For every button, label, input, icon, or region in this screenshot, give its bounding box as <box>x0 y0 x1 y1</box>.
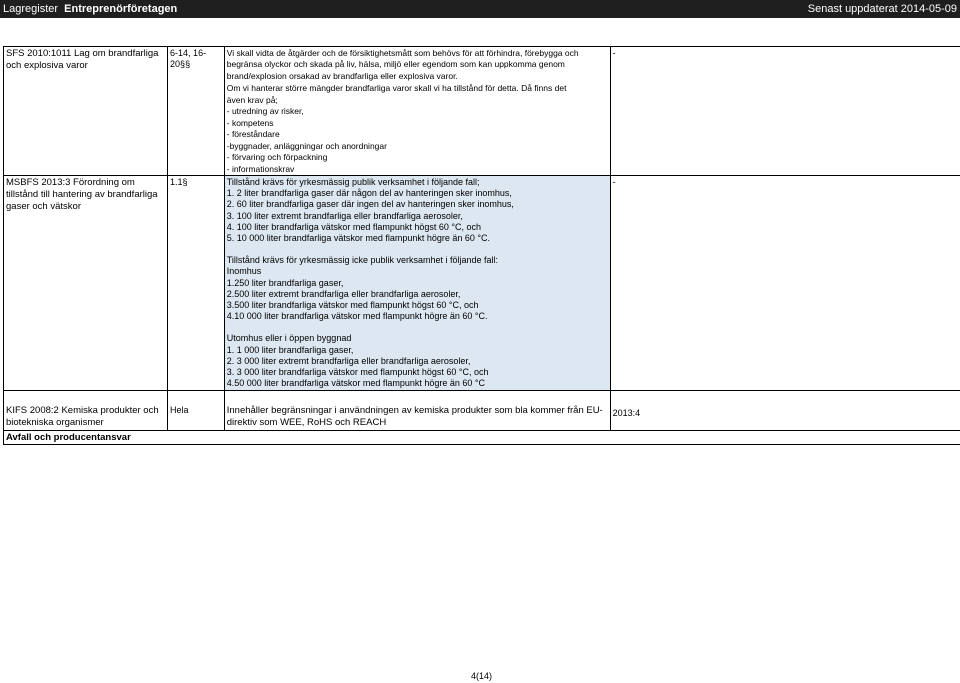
table-row <box>4 47 960 176</box>
requirement-line: brand/explosion orsakad av brandfarliga eller explosiva varor. <box>226 71 458 82</box>
status-cell: - <box>610 47 960 176</box>
law-cell: MSBFS 2013:3 Förordning om tillstånd till hantering av brandfarliga gaser och vätskor <box>4 175 168 390</box>
law-cell: SFS 2010:1011 Lag om brandfarliga och explosiva varor <box>4 47 168 176</box>
requirement-line: 2.500 liter extremt brandfarliga eller brandfarliga aerosoler, <box>226 288 461 299</box>
requirement-line: direktiv som WEE, RoHS och REACH <box>226 417 387 429</box>
requirement-line: Innehåller begränsningar i användningen av kemiska produkter som bla kommer från EU- <box>226 405 603 417</box>
requirement-line: 5. 10 000 liter brandfarliga vätskor med flampunkt högre än 60 °C. <box>226 232 490 243</box>
requirement-line: 3. 3 000 liter brandfarliga vätskor med flampunkt högst 60 °C, och <box>226 366 489 377</box>
requirement-line: 3.500 liter brandfarliga vätskor med flampunkt högst 60 °C, och <box>226 299 479 310</box>
section-row <box>4 431 960 445</box>
paragraph-cell: 6-14, 16-20§§ <box>168 47 225 176</box>
empty-cell <box>610 431 960 445</box>
header-bar <box>0 0 960 18</box>
header-company-name: Entreprenörföretagen <box>64 3 178 15</box>
requirement-line: begränsa olyckor och skada på liv, hälsa, miljö eller egendom som kan uppkomma genom <box>226 59 565 70</box>
requirement-line: 4.10 000 liter brandfarliga vätskor med flampunkt högre än 60 °C. <box>226 311 488 322</box>
requirement-line: även krav på; <box>226 95 278 106</box>
page-number: 4(14) <box>471 671 493 681</box>
requirement-line: 3. 100 liter extremt brandfarliga eller brandfarliga aerosoler, <box>226 210 463 221</box>
legal-register-table <box>3 46 960 445</box>
requirement-cell <box>224 175 610 390</box>
requirement-line: Inomhus <box>226 266 262 277</box>
status-cell: 2013:4 <box>610 391 960 431</box>
table-row <box>4 175 960 390</box>
requirement-line: -byggnader, anläggningar och anordningar <box>226 140 387 151</box>
requirement-line: Utomhus eller i öppen byggnad <box>226 333 352 344</box>
requirement-line: - föreståndare <box>226 129 280 140</box>
header-title <box>3 0 177 18</box>
requirement-cell <box>224 47 610 176</box>
status-cell: - <box>610 175 960 390</box>
requirement-line: - kompetens <box>226 117 274 128</box>
header-updated-date: Senast uppdaterat 2014-05-09 <box>807 3 957 15</box>
requirement-line: Vi skall vidta de åtgärder och de försiktighetsmått som behövs för att förhindra, förebygga och <box>226 48 579 58</box>
requirement-line: 1. 2 liter brandfarliga gaser där någon del av hanteringen sker inomhus, <box>226 188 512 199</box>
requirement-line: 2. 60 liter brandfarliga gaser där ingen del av hanteringen sker inomhus, <box>226 199 514 210</box>
paragraph-cell: 1.1§ <box>168 175 225 390</box>
spacer <box>227 322 608 333</box>
requirement-line: 4.50 000 liter brandfarliga vätskor med flampunkt högre än 60 °C <box>226 378 485 389</box>
requirement-line: 1.250 liter brandfarliga gaser, <box>226 277 344 288</box>
requirement-line: 1. 1 000 liter brandfarliga gaser, <box>226 344 354 355</box>
empty-cell <box>224 431 610 445</box>
requirement-line: - informationskrav <box>226 163 295 174</box>
requirement-line: - utredning av risker, <box>226 106 304 117</box>
section-title: Avfall och producentansvar <box>4 431 168 445</box>
spacer <box>227 244 608 255</box>
empty-cell <box>168 431 225 445</box>
requirement-line: 2. 3 000 liter extremt brandfarliga eller brandfarliga aerosoler, <box>226 355 471 366</box>
requirement-line: Om vi hanterar större mängder brandfarliga varor skall vi ha tillstånd för detta. Då finns det <box>226 83 567 94</box>
header-register-label: Lagregister <box>3 3 59 15</box>
requirement-line: - förvaring och förpackning <box>226 152 328 163</box>
requirement-cell <box>224 391 610 431</box>
requirement-line: Tillstånd krävs för yrkesmässig publik verksamhet i följande fall; <box>226 176 480 187</box>
requirement-line: Tillstånd krävs för yrkesmässig icke publik verksamhet i följande fall: <box>226 255 499 266</box>
law-cell: KIFS 2008:2 Kemiska produkter och biotekniska organismer <box>4 391 168 431</box>
table-row <box>4 391 960 431</box>
paragraph-cell: Hela <box>168 391 225 431</box>
requirement-line: 4. 100 liter brandfarliga vätskor med flampunkt högst 60 °C, och <box>226 221 481 232</box>
